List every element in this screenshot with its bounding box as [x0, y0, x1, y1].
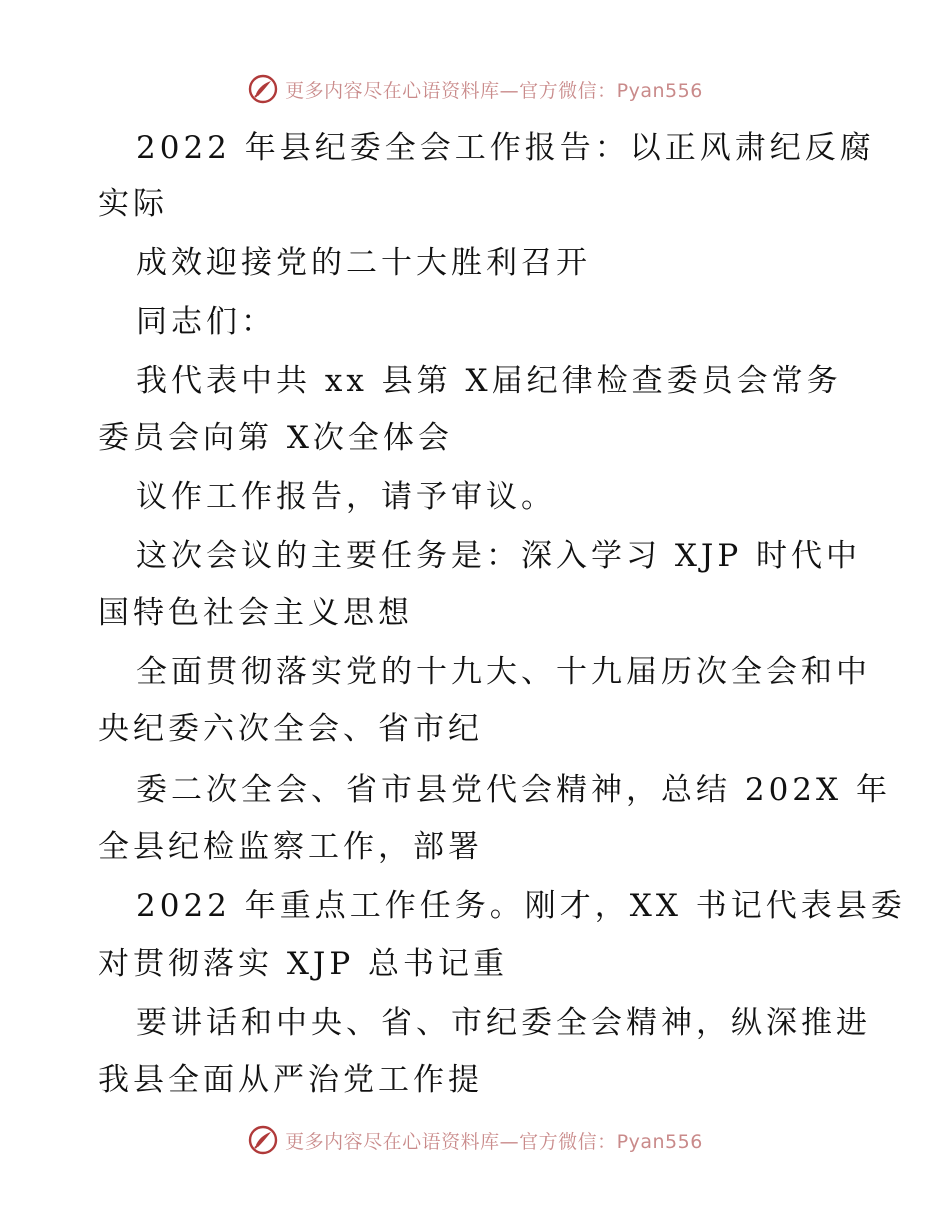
- watermark-text: 更多内容尽在心语资料库—官方微信：Pyan556: [285, 1130, 703, 1153]
- header-watermark: [0, 72, 950, 106]
- text-line: 委员会向第 X次全体会: [98, 420, 453, 456]
- text-line: 同志们：: [136, 304, 276, 340]
- text-line: 这次会议的主要任务是：深入学习 XJP 时代中: [136, 538, 862, 574]
- text-line: 2022 年重点工作任务。刚才，XX 书记代表县委: [136, 888, 906, 924]
- text-line: 全面贯彻落实党的十九大、十九届历次全会和中: [136, 654, 871, 690]
- text-line: 我县全面从严治党工作提: [98, 1062, 483, 1098]
- text-line: 全县纪检监察工作，部署: [98, 829, 483, 865]
- watermark-text: 更多内容尽在心语资料库—官方微信：Pyan556: [285, 79, 703, 102]
- text-line: 我代表中共 xx 县第 X届纪律检查委员会常务: [136, 363, 842, 399]
- footer-watermark: [0, 1123, 950, 1157]
- text-line: 实际: [98, 186, 168, 222]
- text-line: 委二次全会、省市县党代会精神，总结 202X 年: [136, 772, 891, 808]
- brush-pen-logo-icon: [247, 1124, 279, 1156]
- text-line: 2022 年县纪委全会工作报告：以正风肃纪反腐: [136, 130, 875, 166]
- brush-pen-logo-icon: [247, 73, 279, 105]
- text-line: 对贯彻落实 XJP 总书记重: [98, 946, 509, 982]
- text-line: 成效迎接党的二十大胜利召开: [136, 245, 591, 281]
- text-line: 议作工作报告，请予审议。: [136, 479, 556, 515]
- text-line: 央纪委六次全会、省市纪: [98, 711, 483, 747]
- text-line: 国特色社会主义思想: [98, 595, 413, 631]
- text-line: 要讲话和中央、省、市纪委全会精神，纵深推进: [136, 1005, 871, 1041]
